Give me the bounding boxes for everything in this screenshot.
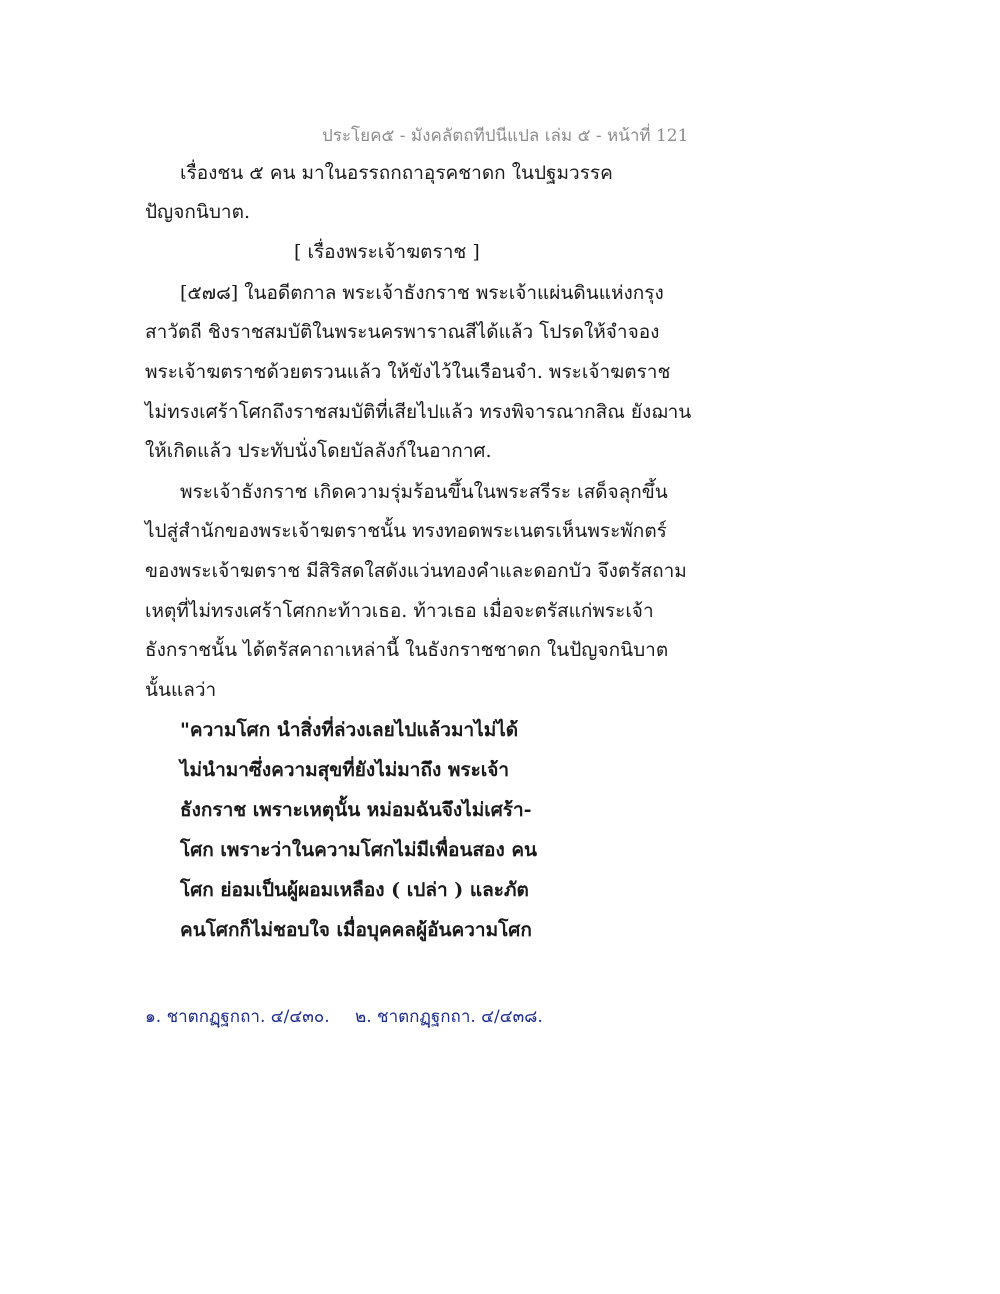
footnotes (145, 1003, 543, 1030)
footnote-2: ๒. ชาตกฏฺฐกถา. ๔/๔๓๘. (355, 1007, 543, 1027)
section-heading: [ เรื่องพระเจ้าฆตราช ] (294, 241, 480, 263)
verse-line: คนโศกก็ไม่ชอบใจ เมื่อบุคคลผู้อันความโศก (180, 919, 532, 941)
paragraph-line: ไม่ทรงเศร้าโศกถึงราชสมบัติที่เสียไปแล้ว ทรงพิจารณากสิณ ยังฌาน (145, 401, 692, 423)
paragraph-line: สาวัตถี ชิงราชสมบัติในพระนครพาราณสีได้แล้ว โปรดให้จำจอง (145, 321, 660, 343)
verse-line: "ความโศก นำสิ่งที่ล่วงเลยไปแล้วมาไม่ได้ (180, 719, 519, 741)
verse-line: โศก ย่อมเป็นผู้ผอมเหลือง ( เปล่า ) และภัต (180, 879, 529, 901)
footnote-1: ๑. ชาตกฏฺฐกถา. ๔/๔๓๐. (145, 1007, 330, 1027)
paragraph-line: นั้นแลว่า (145, 679, 217, 701)
verse-line: ไม่นำมาซึ่งความสุขที่ยังไม่มาถึง พระเจ้า (180, 759, 510, 781)
paragraph-line: เรื่องชน ๕ คน มาในอรรถกถาอุรคชาดก ในปฐมวรรค (180, 162, 613, 184)
verse-line: โศก เพราะว่าในความโศกไม่มีเพื่อนสอง คน (180, 839, 538, 861)
paragraph-line: ไปสู่สำนักของพระเจ้าฆตราชนั้น ทรงทอดพระเนตรเห็นพระพักตร์ (145, 520, 667, 542)
paragraph-line: พระเจ้าฆตราชด้วยตรวนแล้ว ให้ขังไว้ในเรือนจำ. พระเจ้าฆตราช (145, 361, 671, 383)
paragraph-line: ของพระเจ้าฆตราช มีสิริสดใสดังแว่นทองคำและดอกบัว จึงตรัสถาม (145, 560, 687, 582)
paragraph-line: พระเจ้าธังกราช เกิดความรุ่มร้อนขึ้นในพระสรีระ เสด็จลุกขึ้น (180, 481, 668, 503)
paragraph-line: ให้เกิดแล้ว ประทับนั่งโดยบัลลังก์ในอากาศ. (145, 440, 492, 462)
paragraph-line: ธังกราชนั้น ได้ตรัสคาถาเหล่านี้ ในธังกราชชาดก ในปัญจกนิบาต (145, 639, 669, 661)
page-header: ประโยค๕ - มังคลัตถทีปนีแปล เล่ม ๕ - หน้าที่ 121 (322, 126, 689, 146)
paragraph-line: ปัญจกนิบาต. (145, 201, 250, 223)
paragraph-line: เหตุที่ไม่ทรงเศร้าโศกกะท้าวเธอ. ท้าวเธอ เมื่อจะตรัสแก่พระเจ้า (145, 600, 654, 622)
verse-line: ธังกราช เพราะเหตุนั้น หม่อมฉันจึงไม่เศร้า- (180, 799, 532, 821)
paragraph-line: [๕๗๘] ในอดีตกาล พระเจ้าธังกราช พระเจ้าแผ่นดินแห่งกรุง (180, 282, 664, 304)
